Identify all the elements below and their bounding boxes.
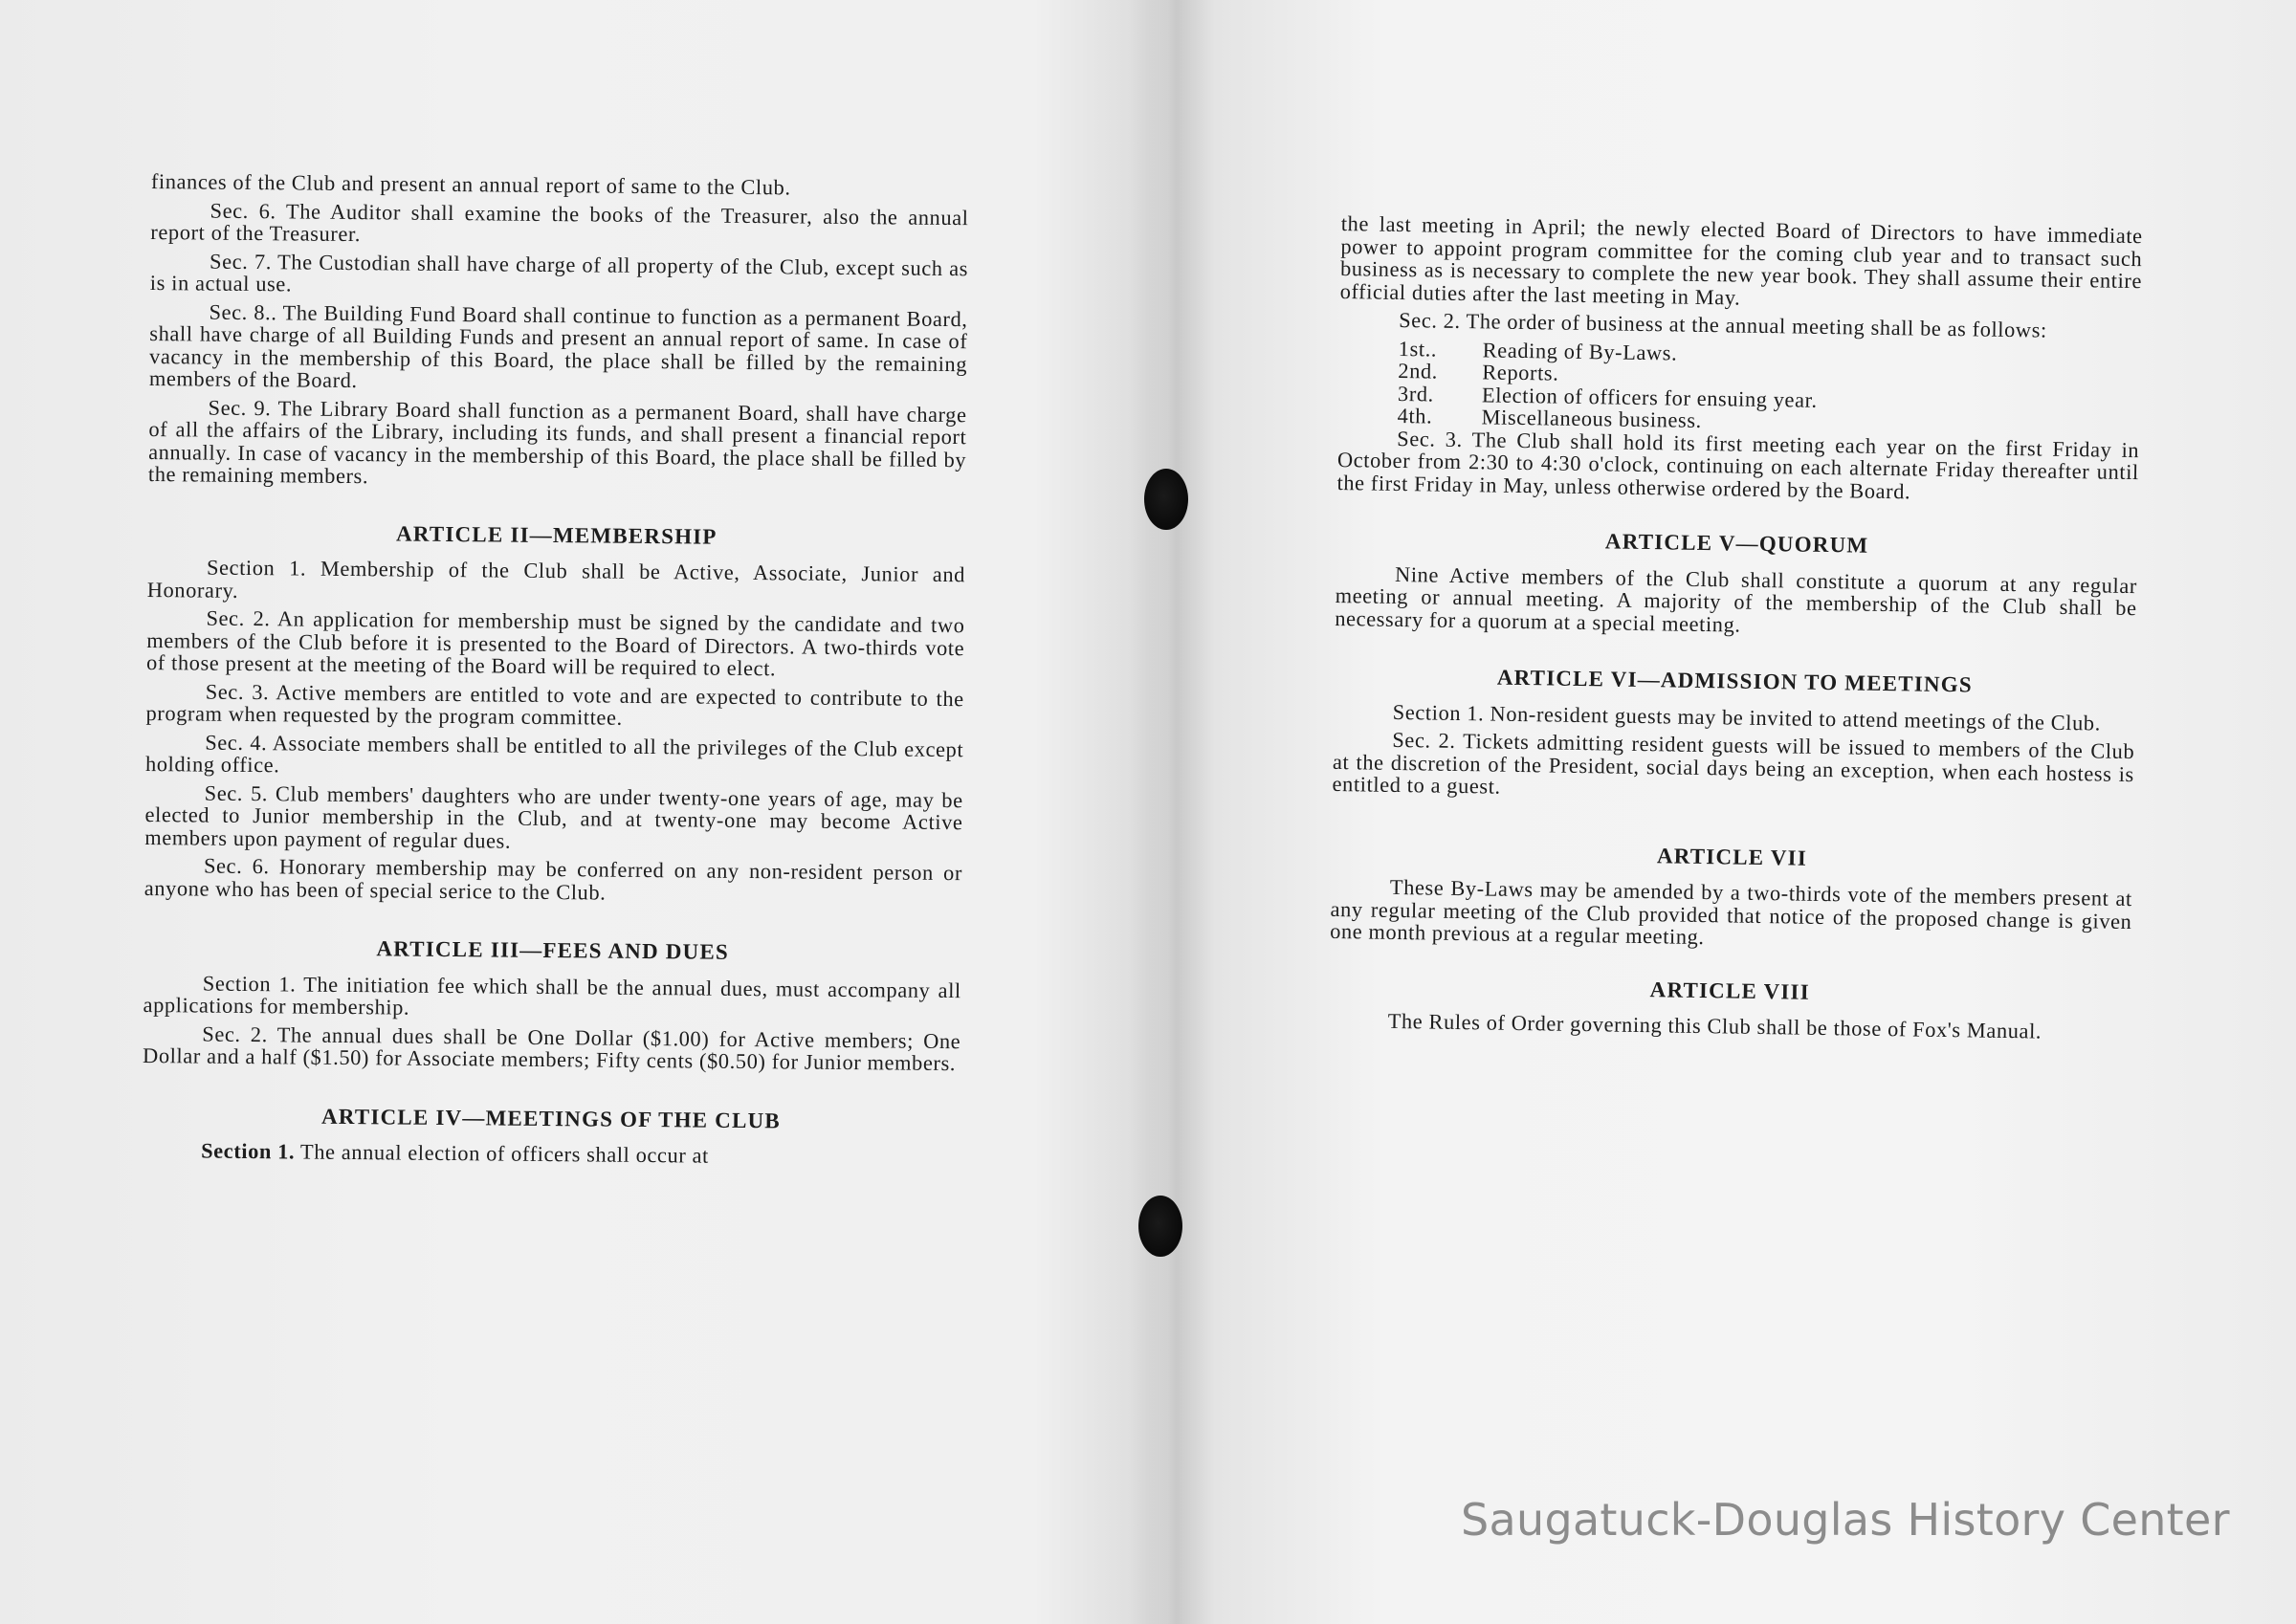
paragraph: the last meeting in April; the newly elected Board of Directors to have immediate power to appoint program committee for the coming club year and to transact such business as is necessary to complete the new year book. They shall assume their entire official duties after the last meeting in May. <box>1339 211 2143 310</box>
article-3-heading: ARTICLE III—FEES AND DUES <box>376 936 730 964</box>
article-6-heading: ARTICLE VI—ADMISSION TO MEETINGS <box>1496 665 1974 697</box>
section-7: Sec. 7. The Custodian shall have charge of all property of the Club, except such as is in actual use. <box>149 249 969 296</box>
right-page <box>1328 212 2142 1050</box>
article-8-heading: ARTICLE VIII <box>1649 977 1811 1004</box>
article-5-heading: ARTICLE V—QUORUM <box>1604 529 1869 558</box>
punch-hole <box>1138 1196 1182 1257</box>
article-5-text: Nine Active members of the Club shall constitute a quorum at any regular meeting or annual meeting. A majority of the membership of the Club shall be necessary for a quorum at a special meeting. <box>1335 561 2138 637</box>
article-3-section-2: Sec. 2. The annual dues shall be One Dollar ($1.00) for Active members; One Dollar and a half ($1.50) for Associate members; Fifty cents ($0.50) for Junior members. <box>142 1021 961 1076</box>
paragraph: finances of the Club and present an annual report of same to the Club. <box>150 169 791 200</box>
article-2-section-1: Section 1. Membership of the Club shall be Active, Associate, Junior and Honorary. <box>146 555 966 603</box>
watermark: Saugatuck-Douglas History Center <box>1461 1494 2230 1546</box>
list-item: 1st.. Reading of By-Laws. <box>1398 336 1678 365</box>
section-text: The annual election of officers shall occur at <box>299 1139 710 1168</box>
list-item: 3rd. Election of officers for ensuing year. <box>1397 381 1818 412</box>
article-8-text: The Rules of Order governing this Club shall be those of Fox's Manual. <box>1387 1008 2042 1043</box>
order-of-business-list <box>1337 336 2140 438</box>
section-6: Sec. 6. The Auditor shall examine the books of the Treasurer, also the annual report of the Treasurer. <box>150 198 969 247</box>
section-3: Sec. 3. The Club shall hold its first meeting each year on the first Friday in October from 2:30 to 4:30 o'clock, continuing on each alternate Friday thereafter until the first Friday in May, unless otherwise ordered by the Board. <box>1336 426 2140 503</box>
article-7-heading: ARTICLE VII <box>1656 843 1808 870</box>
list-item: 2nd. Reports. <box>1398 358 1559 385</box>
list-item: 4th. Miscellaneous business. <box>1397 403 1703 432</box>
article-4-heading: ARTICLE IV—MEETINGS OF THE CLUB <box>320 1104 782 1132</box>
section-8: Sec. 8.. The Building Fund Board shall continue to function as a permanent Board, shall have charge of all Building Funds and present an annual report of same. In case of vacancy in the membership of this Board, the place shall be filled by the remaining members of the Board. <box>148 299 968 393</box>
article-2-section-2: Sec. 2. An application for membership must be signed by the candidate and two members of the Club before it is presented to the Board of Directors. A two-thirds vote of those present at the meeting of the Board will be required to elect. <box>145 605 965 681</box>
article-2-section-5: Sec. 5. Club members' daughters who are under twenty-one years of age, may be elected to Junior membership in the Club, and at twenty-one may become Active members upon payment of regular dues. <box>144 780 963 853</box>
article-6-section-2: Sec. 2. Tickets admitting resident guests will be issued to members of the Club at the discretion of the President, social days being an exception, when each hostess is entitled to a guest. <box>1332 727 2135 799</box>
article-2-section-4: Sec. 4. Associate members shall be entitled to all the privileges of the Club except holding office. <box>144 730 964 778</box>
article-2-section-6: Sec. 6. Honorary membership may be conferred on any non-resident person or anyone who has been of special serice to the Club. <box>144 853 963 905</box>
article-3-section-1: Section 1. The initiation fee which shall be the annual dues, must accompany all applications for membership. <box>143 971 961 1020</box>
left-page <box>142 170 969 1175</box>
punch-hole <box>1144 469 1188 530</box>
article-7-text: These By-Laws may be amended by a two-thirds vote of the members present at any regular meeting of the Club provided that notice of the proposed change is given one month previous at a regular meeting. <box>1329 874 2133 950</box>
section-label: Section 1. <box>201 1138 296 1164</box>
binding-gutter <box>1129 0 1215 1624</box>
article-4-section-1 <box>142 1139 960 1170</box>
section-2: Sec. 2. The order of business at the annual meeting shall be as follows: <box>1399 307 2048 342</box>
article-6-section-1: Section 1. Non-resident guests may be invited to attend meetings of the Club. <box>1392 699 2102 735</box>
article-2-heading: ARTICLE II—MEMBERSHIP <box>395 520 718 549</box>
section-9: Sec. 9. The Library Board shall function as a permanent Board, shall have charge of all the affairs of the Library, including its funds, and shall present a financial report annually. In case of vacancy in the membership of this Board, the place shall be filled by the remaining members. <box>147 395 967 489</box>
article-2-section-3: Sec. 3. Active members are entitled to vote and are expected to contribute to the program when requested by the program committee. <box>145 679 964 730</box>
